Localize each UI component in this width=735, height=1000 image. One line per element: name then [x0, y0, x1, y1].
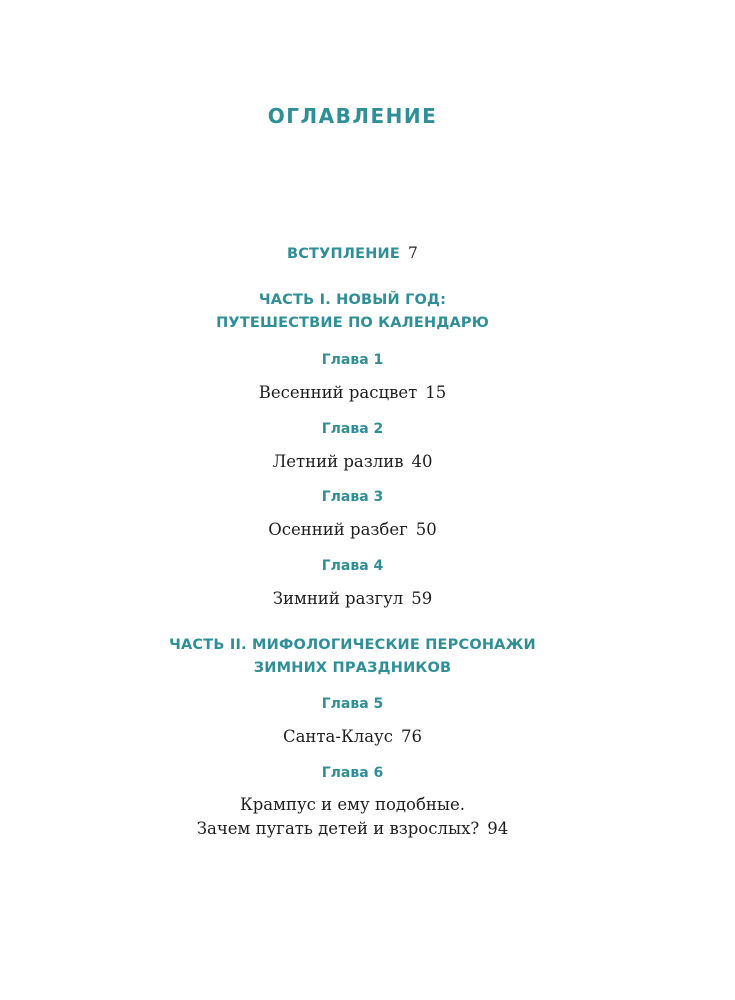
- intro-page: 7: [407, 244, 419, 262]
- part1-heading-line1: ЧАСТЬ I. НОВЫЙ ГОД:: [258, 292, 447, 308]
- chapter-4-title: Зимний разгул: [272, 589, 404, 608]
- chapter-4-page: 59: [411, 589, 433, 608]
- chapter-6-title-line2: Зачем пугать детей и взрослых?: [196, 819, 480, 838]
- chapter-6-title-line1: Крампус и ему подобные.: [239, 795, 466, 814]
- chapter-6-entry: [0, 819, 705, 838]
- chapter-3-title: Осенний разбег: [268, 520, 408, 539]
- chapter-3-entry: [0, 520, 705, 539]
- chapter-1-label: Глава 1: [321, 352, 384, 368]
- chapter-2-entry: [0, 452, 705, 471]
- chapter-2-page: 40: [411, 452, 433, 471]
- toc-title: ОГЛАВЛЕНИЕ: [267, 104, 438, 128]
- chapter-1-title: Весенний расцвет: [258, 383, 418, 402]
- chapter-1-page: 15: [425, 383, 447, 402]
- chapter-1-entry: [0, 383, 705, 402]
- chapter-2-title: Летний разлив: [272, 452, 404, 471]
- chapter-6-page: 94: [487, 819, 509, 838]
- chapter-6-label: Глава 6: [321, 765, 384, 781]
- part2-heading-line2: ЗИМНИХ ПРАЗДНИКОВ: [253, 660, 452, 676]
- chapter-4-entry: [0, 589, 705, 608]
- chapter-2-label: Глава 2: [321, 421, 384, 437]
- intro-label: ВСТУПЛЕНИЕ: [286, 246, 400, 262]
- chapter-5-title: Санта-Клаус: [282, 727, 394, 746]
- chapter-4-label: Глава 4: [321, 558, 384, 574]
- part1-heading-line2: ПУТЕШЕСТВИЕ ПО КАЛЕНДАРЮ: [216, 315, 489, 331]
- chapter-5-entry: [0, 727, 705, 746]
- chapter-5-page: 76: [401, 727, 423, 746]
- part2-heading-line1: ЧАСТЬ II. МИФОЛОГИЧЕСКИЕ ПЕРСОНАЖИ: [169, 637, 536, 653]
- chapter-5-label: Глава 5: [321, 696, 384, 712]
- toc-entry-intro: [0, 244, 705, 262]
- chapter-3-page: 50: [415, 520, 437, 539]
- chapter-3-label: Глава 3: [321, 489, 384, 505]
